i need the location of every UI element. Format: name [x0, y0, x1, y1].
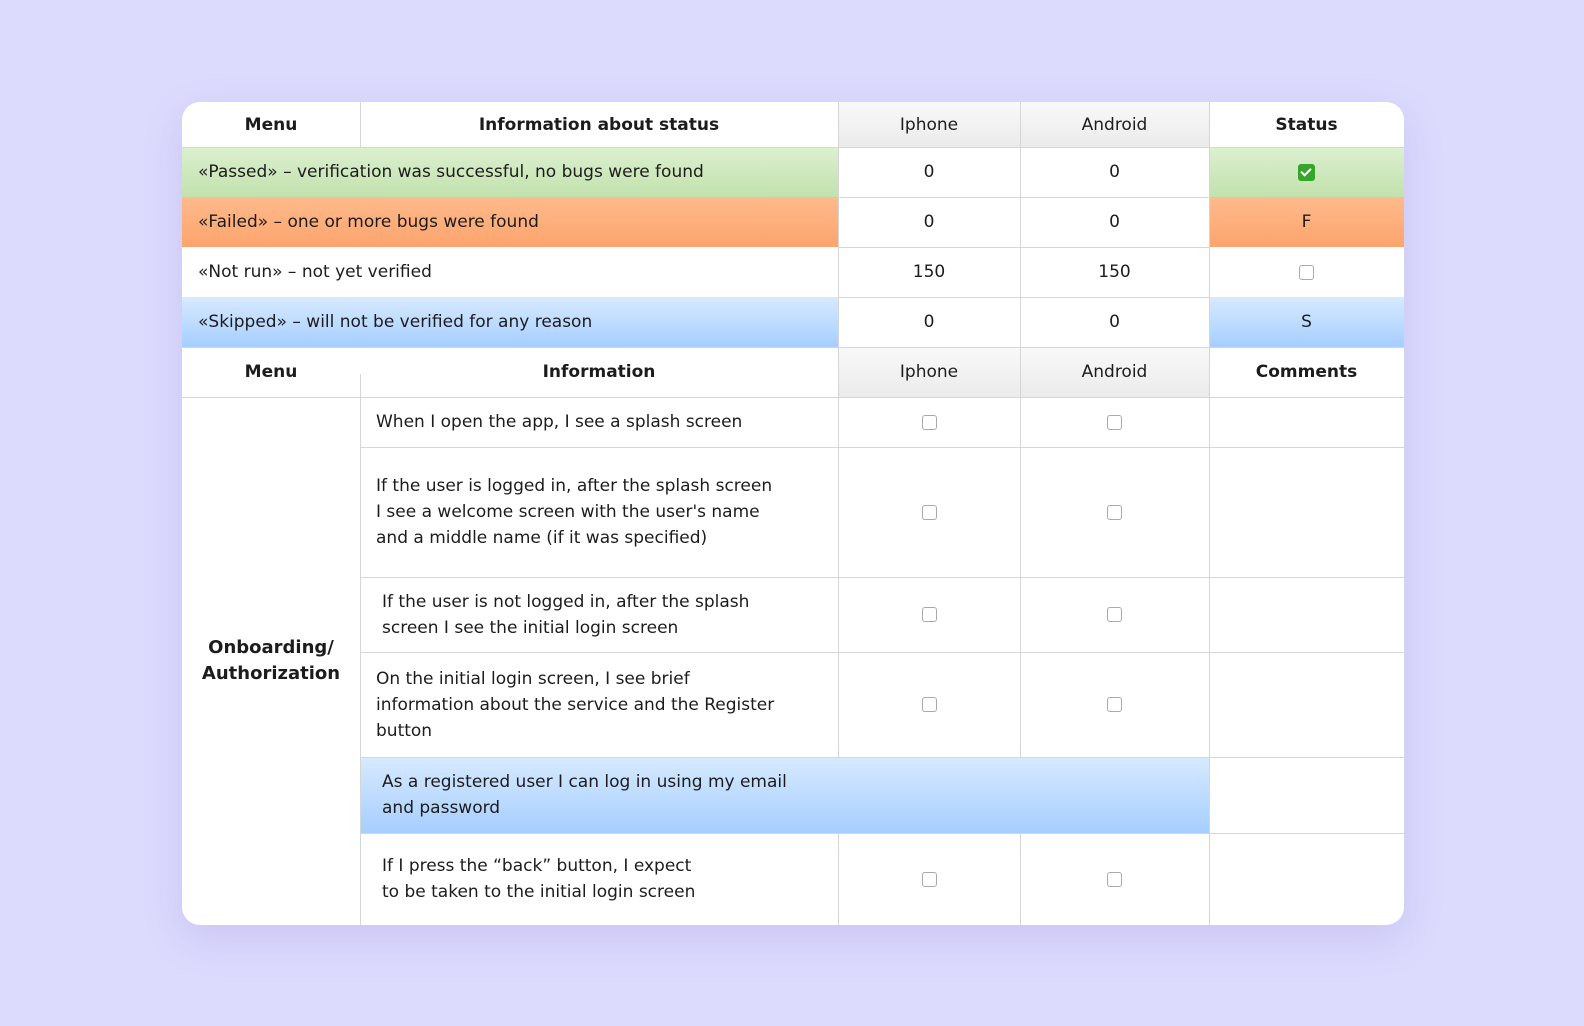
menu-group-onboarding — [182, 397, 360, 925]
test-checklist-card — [182, 102, 1404, 925]
test-row-text-line: button — [376, 720, 433, 741]
test-row-text-line: I see a welcome screen with the user's name — [376, 502, 760, 522]
status-row-skipped-android: 0 — [1109, 312, 1120, 332]
status-row-notrun-android: 150 — [1098, 262, 1131, 282]
test-row-android-cell — [1020, 397, 1209, 447]
test-row-text-line: If the user is logged in, after the splash screen — [376, 476, 773, 496]
test-row-text-line: and a middle name (if it was specified) — [376, 528, 708, 548]
grid-line — [360, 652, 1404, 653]
grid-line — [360, 374, 361, 925]
test-row-info — [360, 652, 838, 757]
test-row-iphone-cell — [838, 447, 1020, 577]
status-row-notrun-status — [1209, 247, 1404, 297]
grid-line — [838, 833, 839, 925]
grid-line — [360, 577, 1404, 578]
test-row-android-cell — [1020, 577, 1209, 652]
status-row-notrun-iphone: 150 — [912, 262, 946, 282]
test-row-info — [360, 833, 838, 925]
status-row-failed-info: «Failed» – one or more bugs were found — [182, 197, 838, 247]
grid-line — [838, 247, 1209, 248]
test-row-info — [360, 397, 838, 447]
test-row-comments[interactable] — [1209, 577, 1404, 652]
status-row-skipped-iphone: 0 — [923, 312, 935, 332]
status-header-info: Information about status — [478, 114, 720, 135]
grid-line — [838, 102, 839, 757]
menu-group-line-2: Authorization — [201, 663, 341, 684]
grid-line — [182, 347, 1404, 348]
grid-line — [360, 447, 1404, 448]
status-header-menu: Menu — [244, 114, 298, 135]
test-row-text: When I open the app, I see a splash screen — [376, 412, 743, 432]
grid-line — [182, 147, 1404, 148]
test-row-iphone-cell — [838, 833, 1020, 925]
status-row-passed-android: 0 — [1109, 162, 1120, 182]
grid-line — [360, 833, 1404, 834]
status-header-iphone: Iphone — [838, 102, 1020, 147]
android-checkbox[interactable] — [1107, 697, 1122, 712]
test-header-android: Android — [1020, 347, 1209, 397]
test-row-info-highlighted — [360, 757, 1209, 833]
menu-group-line-1: Onboarding/ — [208, 637, 334, 658]
status-row-failed-iphone: 0 — [923, 212, 935, 232]
test-header-menu: Menu — [244, 362, 298, 382]
status-row-failed-android: 0 — [1109, 212, 1120, 232]
iphone-checkbox[interactable] — [922, 505, 937, 520]
android-checkbox[interactable] — [1107, 505, 1122, 520]
test-row-text-line: screen I see the initial login screen — [382, 617, 679, 638]
test-header-info: Information — [542, 362, 656, 382]
grid-line — [182, 397, 1404, 398]
test-row-comments[interactable] — [1209, 397, 1404, 447]
empty-checkbox-icon[interactable] — [1299, 265, 1314, 280]
checked-checkbox-icon[interactable] — [1298, 164, 1315, 181]
iphone-checkbox[interactable] — [922, 607, 937, 622]
test-row-comments[interactable] — [1209, 833, 1404, 925]
test-row-text-line: information about the service and the Register — [376, 694, 775, 715]
test-row-text-line: If the user is not logged in, after the splash — [382, 591, 750, 612]
test-row-iphone-cell — [838, 397, 1020, 447]
status-row-notrun-info: «Not run» – not yet verified — [198, 262, 432, 282]
android-checkbox[interactable] — [1107, 607, 1122, 622]
grid-line — [838, 297, 1209, 298]
test-row-comments[interactable] — [1209, 652, 1404, 757]
status-row-failed-status: F — [1209, 197, 1404, 247]
test-row-text-line: If I press the “back” button, I expect — [382, 856, 692, 876]
grid-line — [1020, 833, 1021, 925]
iphone-checkbox[interactable] — [922, 697, 937, 712]
test-header-iphone: Iphone — [838, 347, 1020, 397]
grid-line — [838, 197, 1209, 198]
test-row-comments[interactable] — [1209, 447, 1404, 577]
status-row-passed-status — [1209, 147, 1404, 197]
test-row-text-line: As a registered user I can log in using my email — [382, 772, 787, 792]
test-row-text-line: On the initial login screen, I see brief — [376, 668, 690, 689]
iphone-checkbox[interactable] — [922, 415, 937, 430]
test-row-text-line: and password — [382, 798, 501, 818]
status-header-android: Android — [1020, 102, 1209, 147]
iphone-checkbox[interactable] — [922, 872, 937, 887]
test-row-android-cell — [1020, 833, 1209, 925]
status-row-skipped-status: S — [1209, 297, 1404, 347]
grid-line — [360, 757, 1404, 758]
test-row-iphone-cell — [838, 577, 1020, 652]
status-row-skipped-info: «Skipped» – will not be verified for any reason — [182, 297, 838, 347]
test-row-info — [360, 447, 838, 577]
test-row-comments[interactable] — [1209, 757, 1404, 833]
grid-line — [1020, 102, 1021, 757]
test-header-comments: Comments — [1255, 362, 1358, 382]
status-header-status: Status — [1275, 114, 1338, 135]
test-row-text-line: to be taken to the initial login screen — [382, 882, 696, 902]
test-row-iphone-cell — [838, 652, 1020, 757]
grid-line — [360, 102, 361, 147]
status-row-passed-iphone: 0 — [923, 162, 935, 182]
test-row-info — [360, 577, 838, 652]
android-checkbox[interactable] — [1107, 415, 1122, 430]
test-row-android-cell — [1020, 652, 1209, 757]
android-checkbox[interactable] — [1107, 872, 1122, 887]
test-row-android-cell — [1020, 447, 1209, 577]
grid-line — [1209, 102, 1210, 925]
status-row-passed-info: «Passed» – verification was successful, no bugs were found — [182, 147, 838, 197]
